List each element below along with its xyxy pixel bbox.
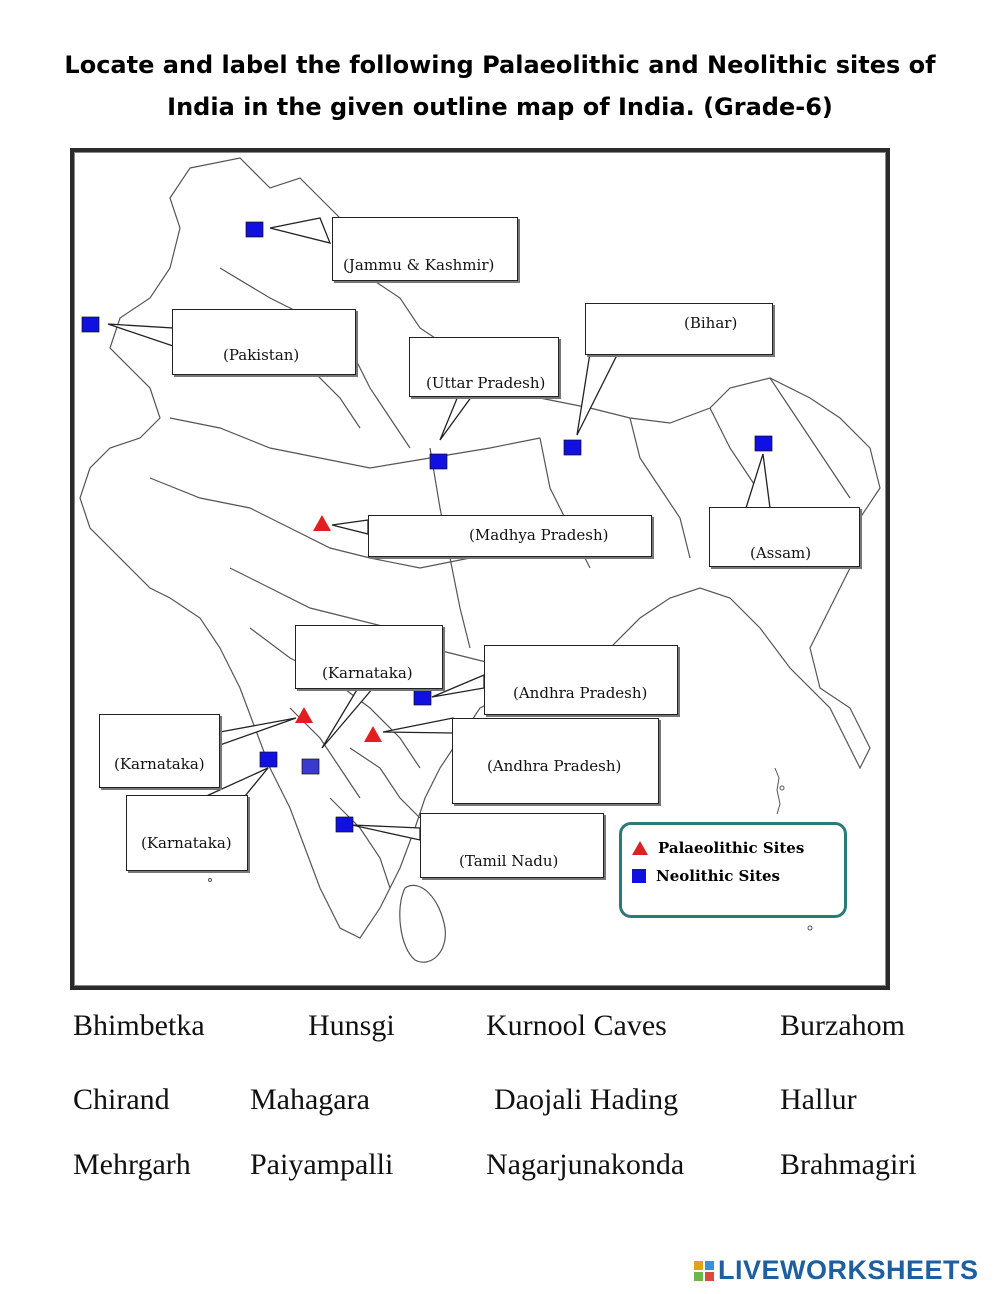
callout-label: (Karnataka) (322, 664, 413, 682)
callout-andhra-pradesh-2 (452, 718, 659, 804)
neolithic-marker-uttar (430, 454, 447, 469)
word-bhimbetka[interactable]: Bhimbetka (73, 1009, 205, 1042)
callout-karnataka-left (99, 714, 220, 788)
pointer-uttar (440, 396, 472, 440)
palaeolithic-marker-madhya (313, 515, 331, 531)
callout-madhya-pradesh (368, 515, 652, 557)
pointer-madhya (332, 520, 368, 534)
callout-uttar-pradesh (409, 337, 559, 397)
palaeolithic-marker-andhra (364, 726, 382, 742)
callout-label: (Madhya Pradesh) (469, 526, 609, 544)
legend-label-palaeolithic: Palaeolithic Sites (658, 839, 805, 857)
neolithic-marker-jammu (246, 222, 263, 237)
word-brahmagiri[interactable]: Brahmagiri (780, 1148, 917, 1181)
brand-name: LIVEWORKSHEETS (718, 1255, 979, 1285)
liveworksheets-brand[interactable] (694, 1255, 979, 1286)
callout-label: (Karnataka) (114, 755, 205, 773)
neolithic-marker-karnataka-1 (260, 752, 277, 767)
callout-bihar (585, 303, 773, 355)
neolithic-marker-bihar (564, 440, 581, 455)
sri-lanka-outline (400, 885, 446, 962)
map-legend (619, 822, 847, 918)
worksheet-title (40, 44, 960, 128)
legend-label-neolithic: Neolithic Sites (656, 867, 780, 885)
legend-row-palaeolithic (632, 839, 804, 857)
callout-andhra-pradesh-1 (484, 645, 678, 715)
callout-label: (Assam) (750, 544, 812, 562)
callout-label: (Andhra Pradesh) (513, 684, 648, 702)
neolithic-marker-pakistan (82, 317, 99, 332)
callout-tamil-nadu (420, 813, 604, 878)
red-triangle-icon (632, 841, 648, 855)
callout-label: (Karnataka) (141, 834, 232, 852)
pointer-pakistan (108, 324, 173, 346)
callout-label: (Pakistan) (223, 346, 300, 364)
callout-pakistan (172, 309, 356, 375)
pointer-karnataka-left (220, 718, 296, 745)
word-mehrgarh[interactable]: Mehrgarh (73, 1148, 191, 1181)
callout-label: (Tamil Nadu) (459, 852, 559, 870)
pointer-tamil (352, 825, 420, 840)
word-hunsgi[interactable]: Hunsgi (308, 1009, 395, 1042)
pointer-jammu (270, 218, 330, 243)
word-daojali-hading[interactable]: Daojali Hading (494, 1083, 679, 1116)
callout-label: (Uttar Pradesh) (426, 374, 546, 392)
pointer-assam (746, 454, 770, 508)
word-chirand[interactable]: Chirand (73, 1083, 170, 1116)
word-mahagara[interactable]: Mahagara (250, 1083, 370, 1116)
callout-karnataka-low (126, 795, 248, 871)
callout-assam (709, 507, 860, 567)
liveworksheets-logo-icon (694, 1261, 714, 1281)
word-kurnool-caves[interactable]: Kurnool Caves (486, 1009, 667, 1042)
andaman-islands (775, 768, 780, 814)
neolithic-marker-tamil (336, 817, 353, 832)
callout-label: (Jammu & Kashmir) (343, 256, 495, 274)
legend-row-neolithic (632, 867, 780, 885)
neolithic-marker-assam (755, 436, 772, 451)
word-burzahom[interactable]: Burzahom (780, 1009, 905, 1042)
pointer-bihar (577, 353, 618, 435)
title-line-2: India in the given outline map of India. (Grade-6) (167, 93, 833, 121)
neolithic-marker-karnataka-2 (302, 759, 319, 774)
neolithic-marker-andhra (414, 690, 431, 705)
title-line-1: Locate and label the following Palaeolithic and Neolithic sites of (64, 51, 936, 79)
callout-label: (Bihar) (684, 314, 738, 332)
word-nagarjunakonda[interactable]: Nagarjunakonda (486, 1148, 685, 1181)
callout-label: (Andhra Pradesh) (487, 757, 622, 775)
callout-karnataka-top (295, 625, 443, 689)
word-paiyampalli[interactable]: Paiyampalli (250, 1148, 394, 1181)
pointer-andhra-2 (383, 718, 453, 733)
pointer-karnataka-top (322, 688, 373, 748)
word-hallur[interactable]: Hallur (780, 1083, 857, 1116)
blue-square-icon (632, 869, 646, 883)
callout-jammu-kashmir (332, 217, 518, 281)
